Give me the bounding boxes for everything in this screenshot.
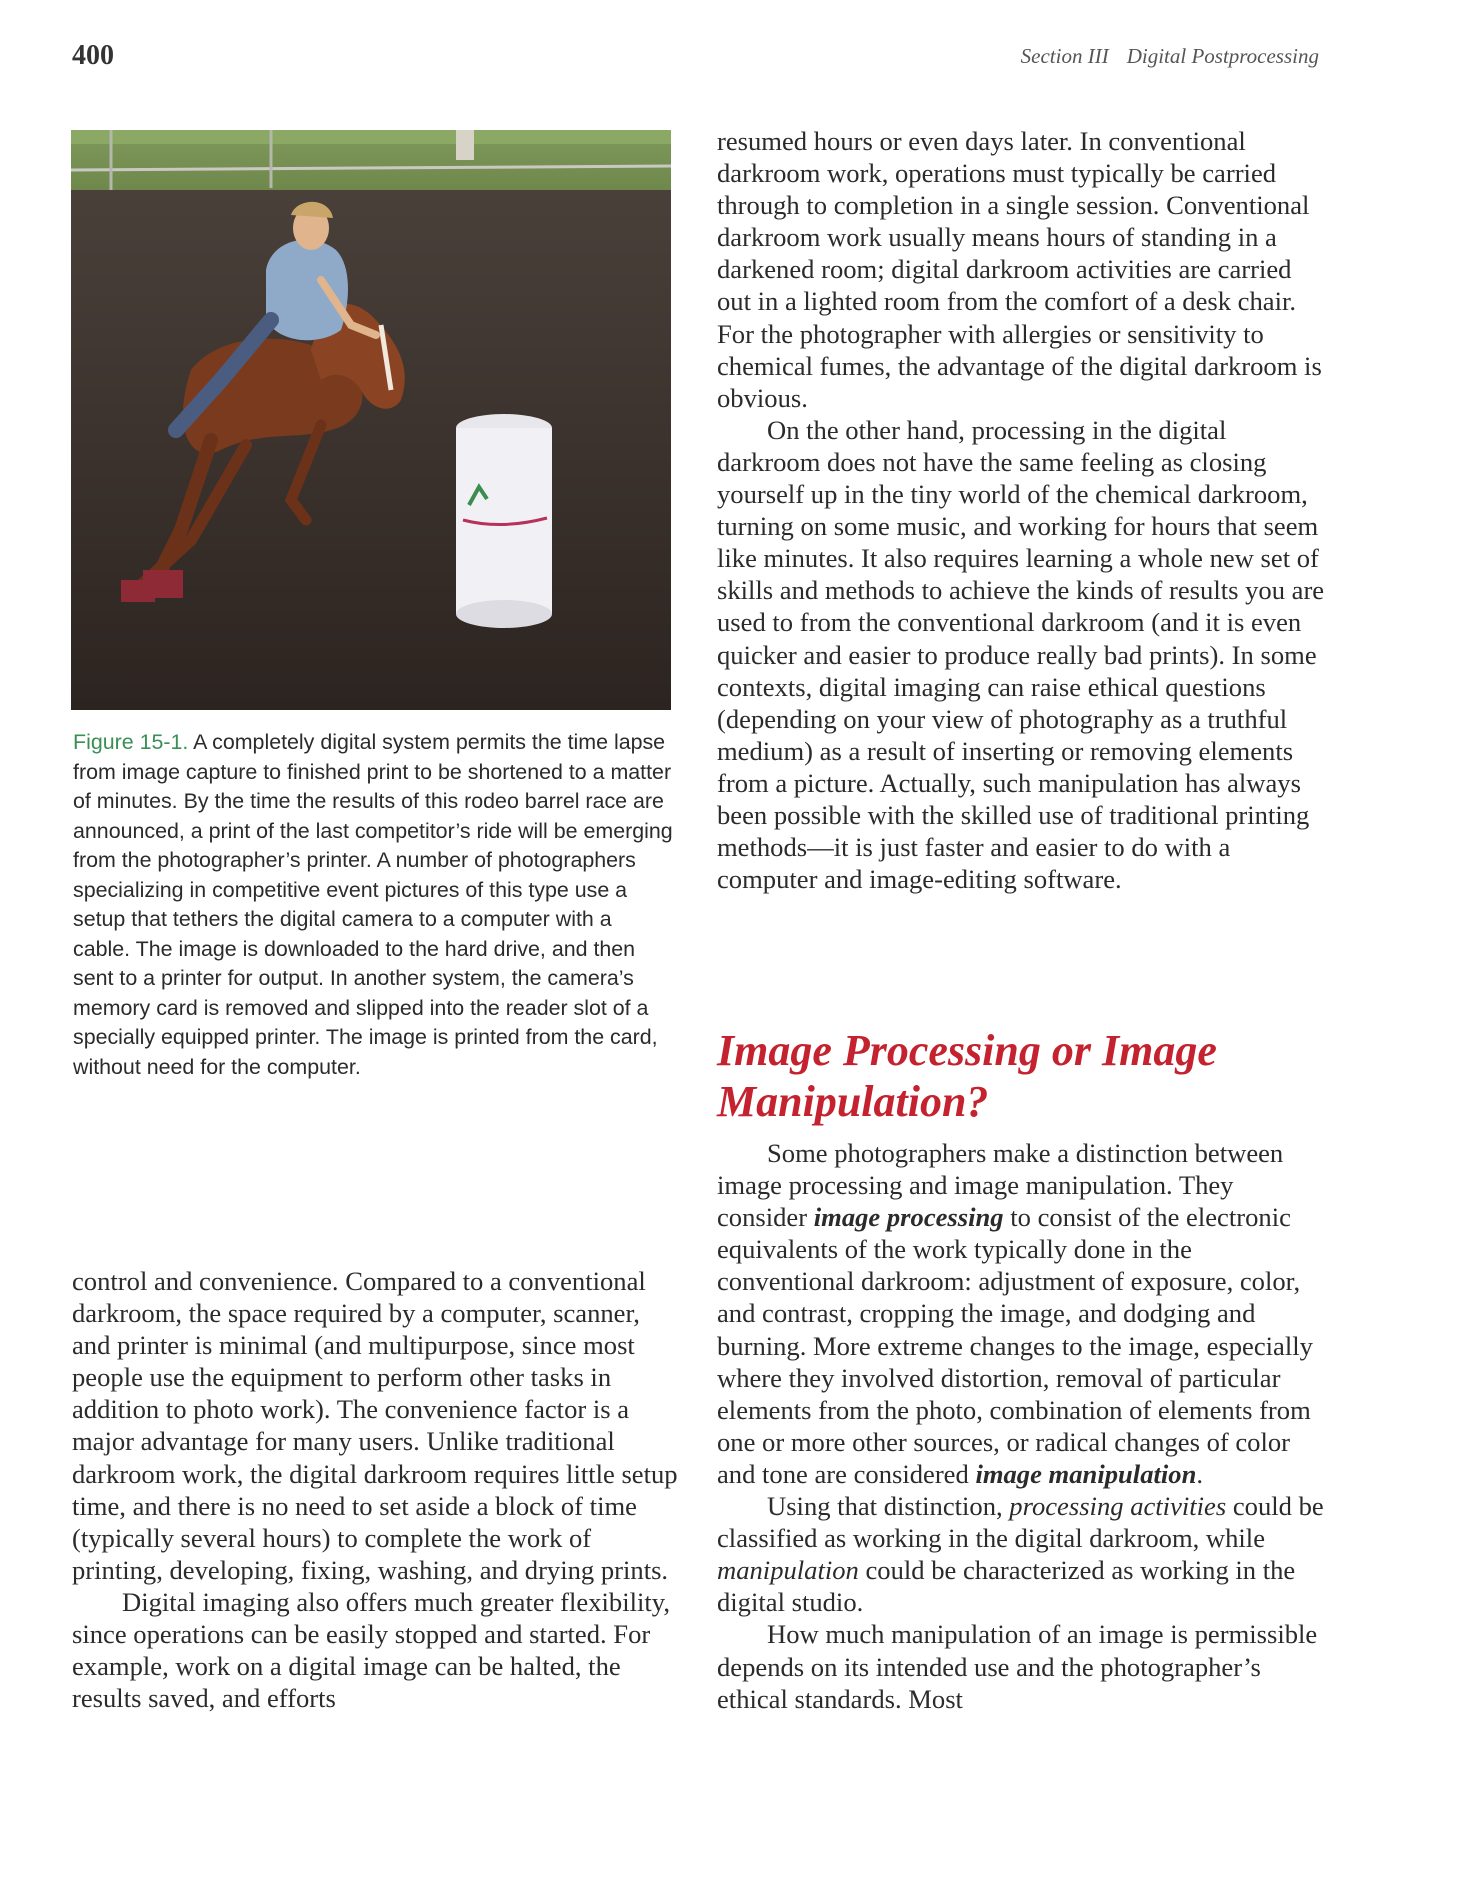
body-paragraph: On the other hand, processing in the digital darkroom does not have the same feeling as closing yourself up in the tiny world of the chemical darkroom, turning on some music, and working for hours that seem like minutes. It also requires learning a whole new set of skills and methods to achieve the kinds of results you are used to from the conventional darkroom (and it is even quicker and easier to produce really bad prints). In some contexts, digital imaging can raise ethical questions (depending on your view of photography as a truthful medium) as a result of inserting or removing elements from a picture. Actually, such manipulation has always been possible with the skilled use of traditional printing methods—it is just faster and easier to do with a computer and image-editing software. — [717, 414, 1325, 895]
body-paragraph: control and convenience. Compared to a conventional darkroom, the space required by a computer, scanner, and printer is minimal (and multipurpose, since most people use the equipment to perform other tasks in addition to photo work). The convenience factor is a major advantage for many users. Unlike traditional darkroom work, the digital darkroom requires little setup time, and there is no need to set aside a block of time (typically several hours) to complete the work of printing, developing, fixing, washing, and drying prints. — [72, 1266, 678, 1585]
term-image-manipulation: image manipulation — [975, 1458, 1197, 1489]
page-number: 400 — [72, 40, 114, 71]
figure-caption-text: A completely digital system permits the time lapse from image capture to finished print to be shortened to a matter of minutes. By the time the results of this rodeo barrel race are announced, a print of the last competitor’s ride will be emerging from the photographer’s printer. A number of photographers specializing in competitive event pictures of this type use a setup that tethers the digital camera to a computer with a cable. The image is downloaded to the hard drive, and then sent to a printer for output. In another system, the camera’s memory card is removed and slipped into the reader slot of a specially equipped printer. The image is printed from the card, without need for the computer. — [73, 730, 673, 1079]
text-run: . — [1196, 1458, 1204, 1489]
figure-caption — [73, 728, 673, 1082]
text-run: could be classified as working in the digital darkroom, while — [717, 1491, 1324, 1554]
figure-label: Figure 15-1. — [73, 730, 189, 754]
term-manipulation: manipulation — [717, 1555, 859, 1586]
term-processing-activities: processing activities — [1009, 1491, 1227, 1522]
body-paragraph: How much manipulation of an image is permissible depends on its intended use and the photographer’s ethical standards. Most — [717, 1619, 1318, 1714]
body-paragraph — [717, 1137, 1327, 1490]
running-head-chapter: Digital Postprocessing — [1126, 44, 1319, 68]
body-paragraph: Digital imaging also offers much greater flexibility, since operations can be easily stopped and started. For example, work on a digital image can be halted, the results saved, and efforts — [72, 1586, 670, 1714]
text-run: Using that distinction, — [767, 1491, 1010, 1522]
running-head-section: Section III — [1020, 44, 1109, 68]
right-column-top — [717, 125, 1327, 895]
text-run: to consist of the electronic equivalents of the work typically done in the conventional darkroom: adjustment of exposure, color, and contrast, cropping the image, and dodging and burning. More extreme changes to the image, especially where they involved distortion, removal of particular elements from the photo, combination of elements from one or more other sources, or radical changes of color and tone are considered — [717, 1202, 1313, 1489]
figure-photo — [71, 130, 671, 710]
text-run: could be characterized as working in the digital studio. — [717, 1555, 1296, 1618]
section-heading: Image Processing or Image Manipulation? — [717, 1026, 1217, 1126]
text-run: Some photographers make a distinction between image processing and image manipulation. They consider — [717, 1138, 1284, 1233]
left-column — [72, 1265, 682, 1714]
term-image-processing: image processing — [813, 1202, 1004, 1233]
body-paragraph: resumed hours or even days later. In conventional darkroom work, operations must typically be carried through to completion in a single session. Conventional darkroom work usually means hours of standing in a darkened room; digital darkroom activities are carried out in a lighted room from the comfort of a desk chair. For the photographer with allergies or sensitivity to chemical fumes, the advantage of the digital darkroom is obvious. — [717, 126, 1322, 413]
running-head — [1021, 44, 1319, 69]
body-paragraph — [717, 1490, 1327, 1618]
right-column-bottom — [717, 1137, 1327, 1715]
